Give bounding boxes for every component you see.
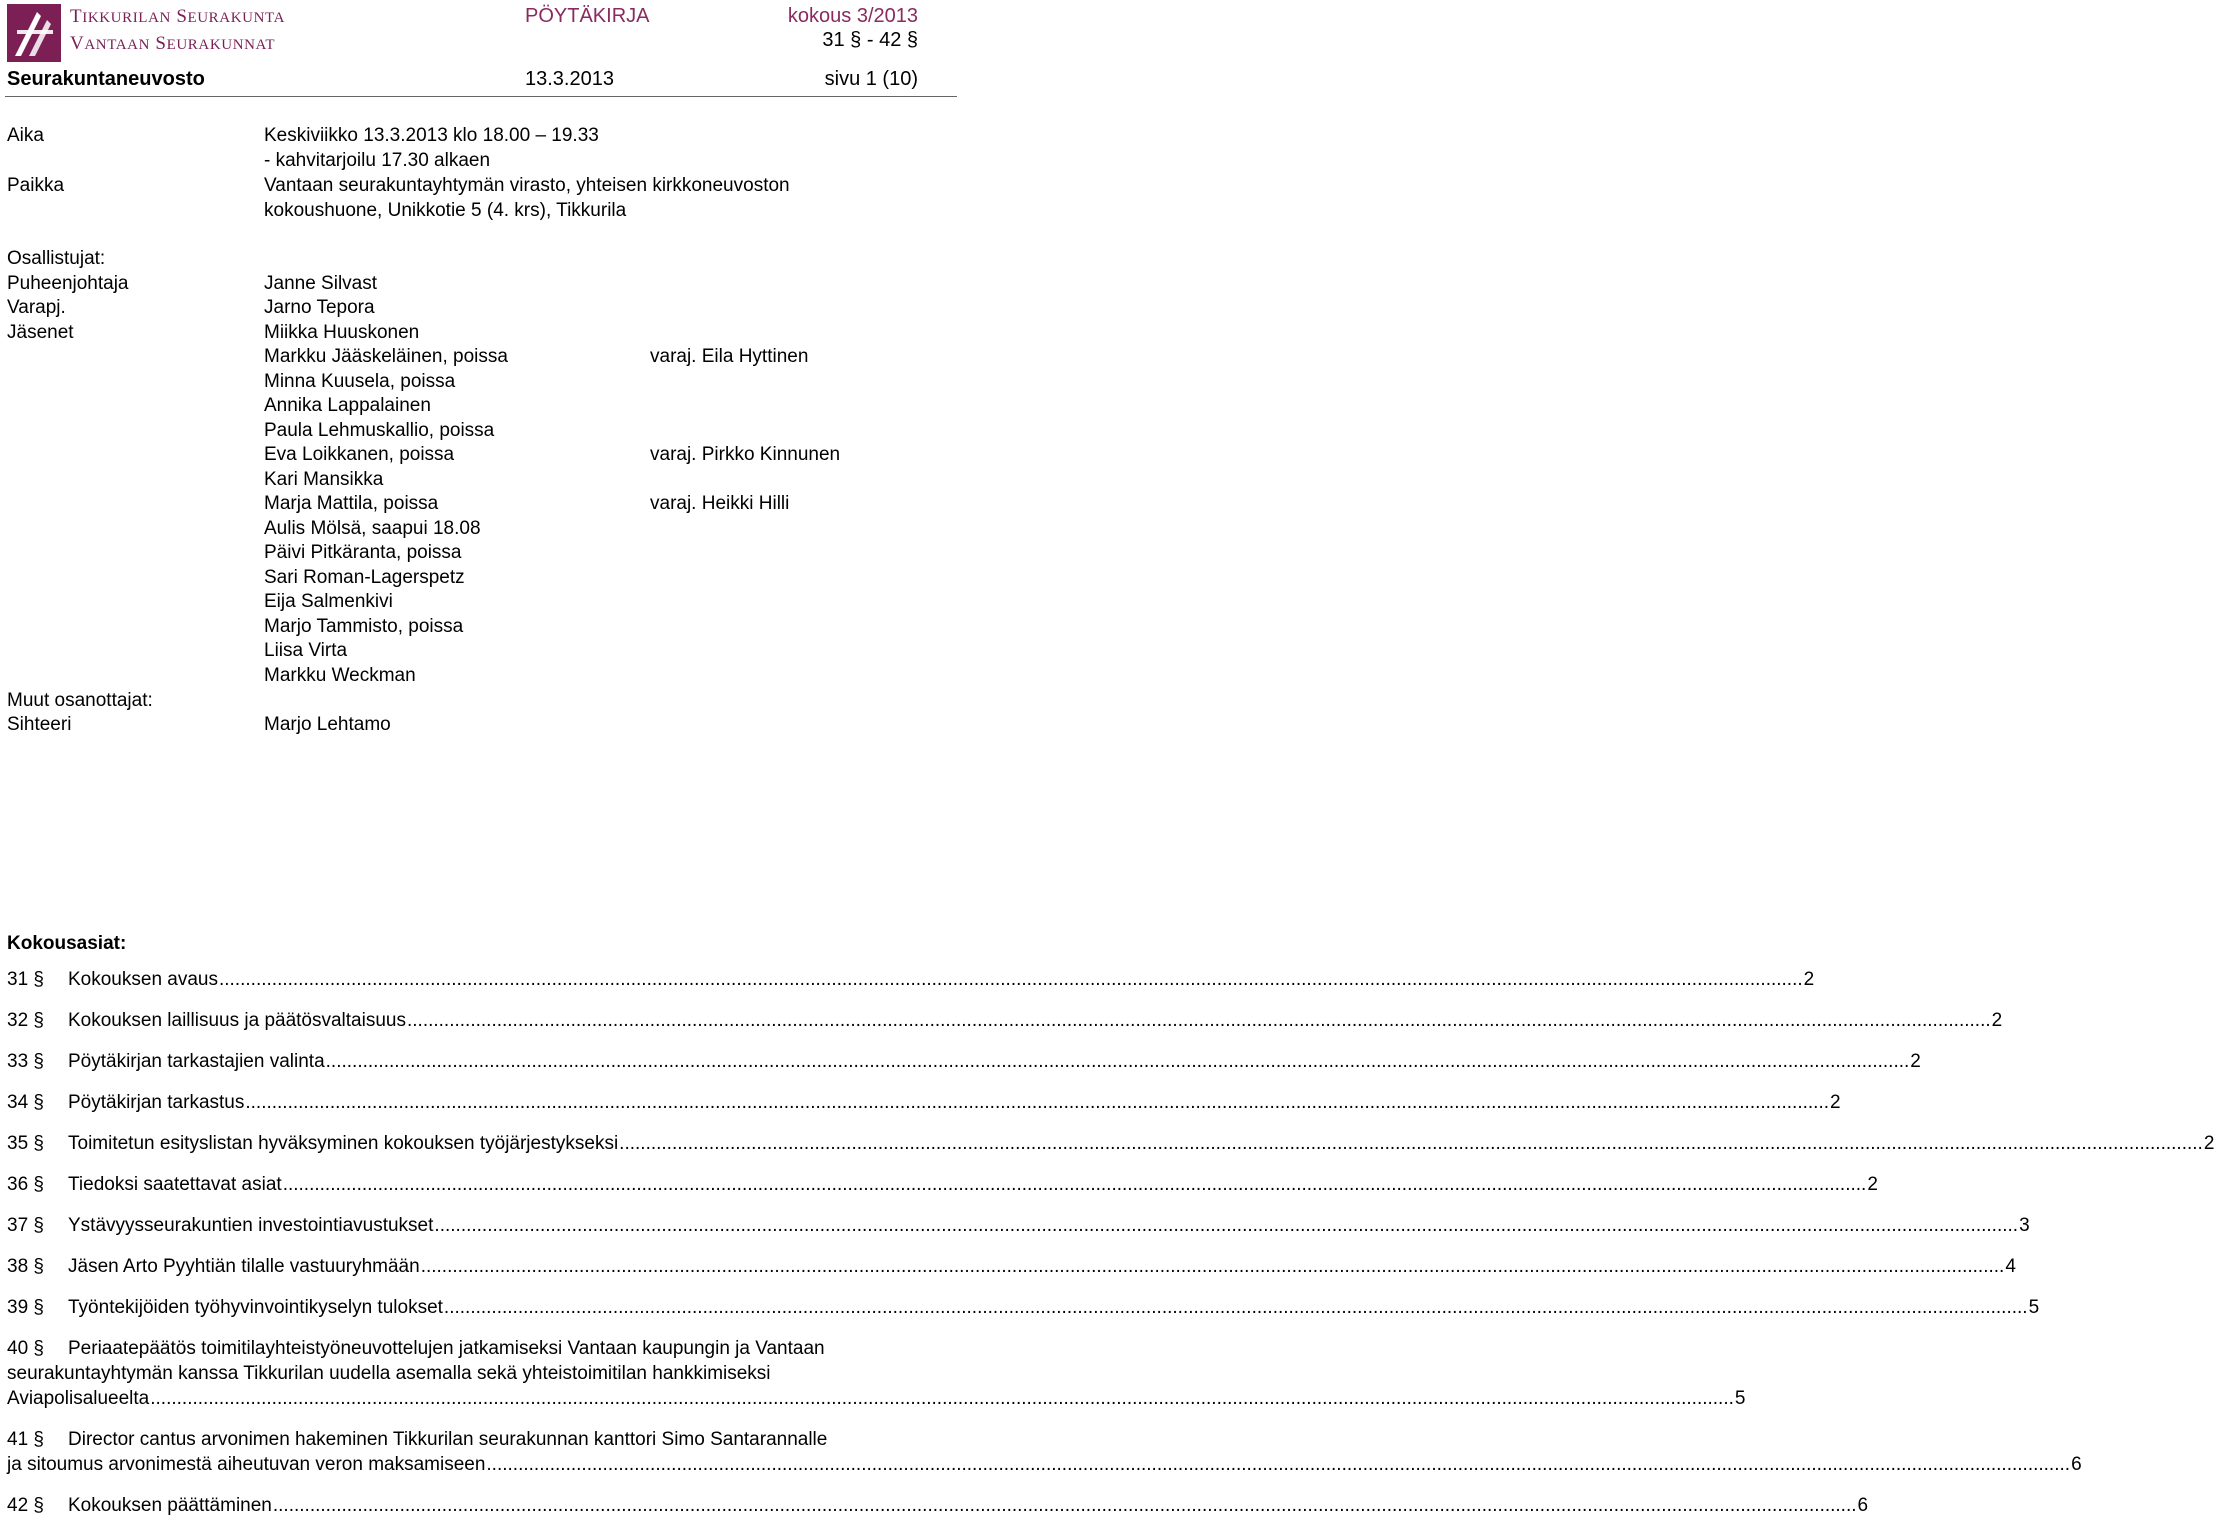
leader-dots: ............................................................................................................................................................................................................................................................................................................ — [325, 1051, 1910, 1072]
agenda-item[interactable] — [7, 1255, 2016, 1296]
member-substitute: varaj. Eila Hyttinen — [650, 346, 809, 367]
agenda-list — [7, 968, 2214, 1535]
agenda-item-page: 6 — [1857, 1495, 1869, 1516]
agenda-item-title: Toimitetun esityslistan hyväksyminen kokouksen työjärjestykseksi — [68, 1133, 619, 1154]
agenda-item-number: 34 § — [7, 1092, 44, 1113]
members-label: Jäsenet — [7, 322, 74, 343]
meeting-number: kokous 3/2013 — [787, 5, 918, 27]
agenda-item-title: Pöytäkirjan tarkastajien valinta — [68, 1051, 325, 1072]
leader-dots: ............................................................................................................................................................................................................................................................................................................ — [619, 1133, 2203, 1154]
agenda-item-title: Tiedoksi saatettavat asiat — [68, 1174, 282, 1195]
member-name: Annika Lappalainen — [264, 395, 431, 416]
leader-dots: ............................................................................................................................................................................................................................................................................................................ — [245, 1092, 1830, 1113]
agenda-item-number: 31 § — [7, 969, 44, 990]
place-value-1: Vantaan seurakuntayhtymän virasto, yhteisen kirkkoneuvoston — [264, 175, 790, 196]
agenda-item-page: 3 — [2019, 1215, 2030, 1236]
agenda-item-title: Työntekijöiden työhyvinvointikyselyn tulokset — [68, 1297, 443, 1318]
agenda-title: Kokousasiat: — [7, 933, 127, 954]
member-name: Marja Mattila, poissa — [264, 493, 439, 514]
agenda-item-page: 2 — [2203, 1133, 2214, 1154]
participants-label: Osallistujat: — [7, 248, 106, 269]
agenda-item-title-cont: ja sitoumus arvonimestä aiheutuvan veron maksamiseen — [7, 1454, 486, 1475]
chair-label: Puheenjohtaja — [7, 273, 129, 294]
member-name: Aulis Mölsä, saapui 18.08 — [264, 518, 481, 539]
agenda-item-title-cont: Aviapolisalueelta — [7, 1388, 150, 1409]
agenda-item-number: 33 § — [7, 1051, 44, 1072]
member-name: Päivi Pitkäranta, poissa — [264, 542, 462, 563]
document-type: PÖYTÄKIRJA — [525, 5, 650, 27]
time-value: Keskiviikko 13.3.2013 klo 18.00 – 19.33 — [264, 125, 599, 146]
agenda-item-title: Kokouksen avaus — [68, 969, 218, 990]
member-name: Marjo Tammisto, poissa — [264, 616, 464, 637]
leader-dots: ............................................................................................................................................................................................................................................................................................................ — [406, 1010, 1991, 1031]
section-range: 31 § - 42 § — [822, 29, 918, 51]
agenda-item-title: Pöytäkirjan tarkastus — [68, 1092, 245, 1113]
agenda-item-number: 37 § — [7, 1215, 44, 1236]
leader-dots: ............................................................................................................................................................................................................................................................................................................ — [272, 1495, 1857, 1516]
secretary-label: Sihteeri — [7, 714, 72, 735]
agenda-item[interactable] — [7, 1132, 2214, 1173]
agenda-item-title: Kokouksen laillisuus ja päätösvaltaisuus — [68, 1010, 406, 1031]
leader-dots: ............................................................................................................................................................................................................................................................................................................ — [420, 1256, 2005, 1277]
agenda-item[interactable] — [7, 1337, 1746, 1411]
place-label: Paikka — [7, 175, 65, 196]
header-divider — [5, 96, 957, 97]
agenda-item-page: 6 — [2071, 1454, 2082, 1475]
agenda-item-number: 38 § — [7, 1256, 44, 1277]
member-substitute: varaj. Heikki Hilli — [650, 493, 790, 514]
agenda-item-page: 4 — [2005, 1256, 2016, 1277]
member-name: Paula Lehmuskallio, poissa — [264, 420, 495, 441]
leader-dots: ............................................................................................................................................................................................................................................................................................................ — [219, 969, 1803, 990]
governing-body: Seurakuntaneuvosto — [7, 68, 205, 90]
agenda-item[interactable] — [7, 968, 1815, 1009]
meeting-date: 13.3.2013 — [525, 68, 614, 90]
others-label: Muut osanottajat: — [7, 690, 153, 711]
coffee-time: - kahvitarjoilu 17.30 alkaen — [264, 150, 491, 171]
agenda-item[interactable] — [7, 1091, 1841, 1132]
agenda-item-page: 2 — [1830, 1092, 1841, 1113]
member-name: Markku Jääskeläinen, poissa — [264, 346, 508, 367]
agenda-item-number: 41 § — [7, 1429, 44, 1450]
agenda-item[interactable] — [7, 1296, 2040, 1337]
chair-name: Janne Silvast — [264, 273, 378, 294]
agenda-item-number: 32 § — [7, 1010, 44, 1031]
member-name: Liisa Virta — [264, 640, 348, 661]
agenda-item-title-cont: seurakuntayhtymän kanssa Tikkurilan uudella asemalla sekä yhteistoimitilan hankkimiseksi — [7, 1363, 771, 1384]
agenda-item-page: 2 — [1803, 969, 1815, 990]
member-name: Eva Loikkanen, poissa — [264, 444, 455, 465]
agenda-item-number: 40 § — [7, 1338, 44, 1359]
org-name-line1: TIKKURILAN SEURAKUNTA — [70, 6, 286, 27]
leader-dots: ............................................................................................................................................................................................................................................................................................................ — [282, 1174, 1867, 1195]
org-name-line2: VANTAAN SEURAKUNNAT — [70, 33, 276, 54]
agenda-item-number: 39 § — [7, 1297, 44, 1318]
agenda-item-page: 2 — [1991, 1010, 2003, 1031]
leader-dots: ............................................................................................................................................................................................................................................................................................................ — [486, 1454, 2071, 1475]
secretary-name: Marjo Lehtamo — [264, 714, 391, 735]
member-name: Eija Salmenkivi — [264, 591, 393, 612]
agenda-item-number: 42 § — [7, 1495, 44, 1516]
place-value-2: kokoushuone, Unikkotie 5 (4. krs), Tikkurila — [264, 200, 627, 221]
agenda-item[interactable] — [7, 1050, 1921, 1091]
page-number: sivu 1 (10) — [824, 68, 918, 90]
member-name: Minna Kuusela, poissa — [264, 371, 456, 392]
vice-chair-label: Varapj. — [7, 297, 66, 318]
agenda-item-title: Periaatepäätös toimitilayhteistyöneuvottelujen jatkamiseksi Vantaan kaupungin ja Vantaan — [68, 1338, 825, 1359]
agenda-item[interactable] — [7, 1173, 1878, 1214]
agenda-item[interactable] — [7, 1009, 2003, 1050]
leader-dots: ............................................................................................................................................................................................................................................................................................................ — [150, 1388, 1734, 1409]
member-name: Sari Roman-Lagerspetz — [264, 567, 465, 588]
agenda-item-title: Director cantus arvonimen hakeminen Tikkurilan seurakunnan kanttori Simo Santarannalle — [68, 1429, 828, 1450]
agenda-item-title: Ystävyysseurakuntien investointiavustukset — [68, 1215, 434, 1236]
vice-chair-name: Jarno Tepora — [264, 297, 375, 318]
leader-dots: ............................................................................................................................................................................................................................................................................................................ — [434, 1215, 2019, 1236]
member-name: Miikka Huuskonen — [264, 322, 420, 343]
member-substitute: varaj. Pirkko Kinnunen — [650, 444, 841, 465]
member-name: Kari Mansikka — [264, 469, 384, 490]
agenda-item-page: 2 — [1867, 1174, 1878, 1195]
agenda-item-page: 2 — [1910, 1051, 1921, 1072]
member-name: Markku Weckman — [264, 665, 416, 686]
agenda-item-page: 5 — [1734, 1388, 1746, 1409]
agenda-item-number: 36 § — [7, 1174, 44, 1195]
agenda-item[interactable] — [7, 1214, 2030, 1255]
church-logo-icon — [7, 4, 61, 62]
agenda-item-number: 35 § — [7, 1133, 44, 1154]
agenda-item-title: Kokouksen päättäminen — [68, 1495, 272, 1516]
agenda-item[interactable] — [7, 1494, 1869, 1535]
agenda-item-page: 5 — [2028, 1297, 2040, 1318]
time-label: Aika — [7, 125, 44, 146]
leader-dots: ............................................................................................................................................................................................................................................................................................................ — [443, 1297, 2028, 1318]
agenda-item[interactable] — [7, 1428, 2082, 1477]
agenda-item-title: Jäsen Arto Pyyhtiän tilalle vastuuryhmään — [68, 1256, 420, 1277]
